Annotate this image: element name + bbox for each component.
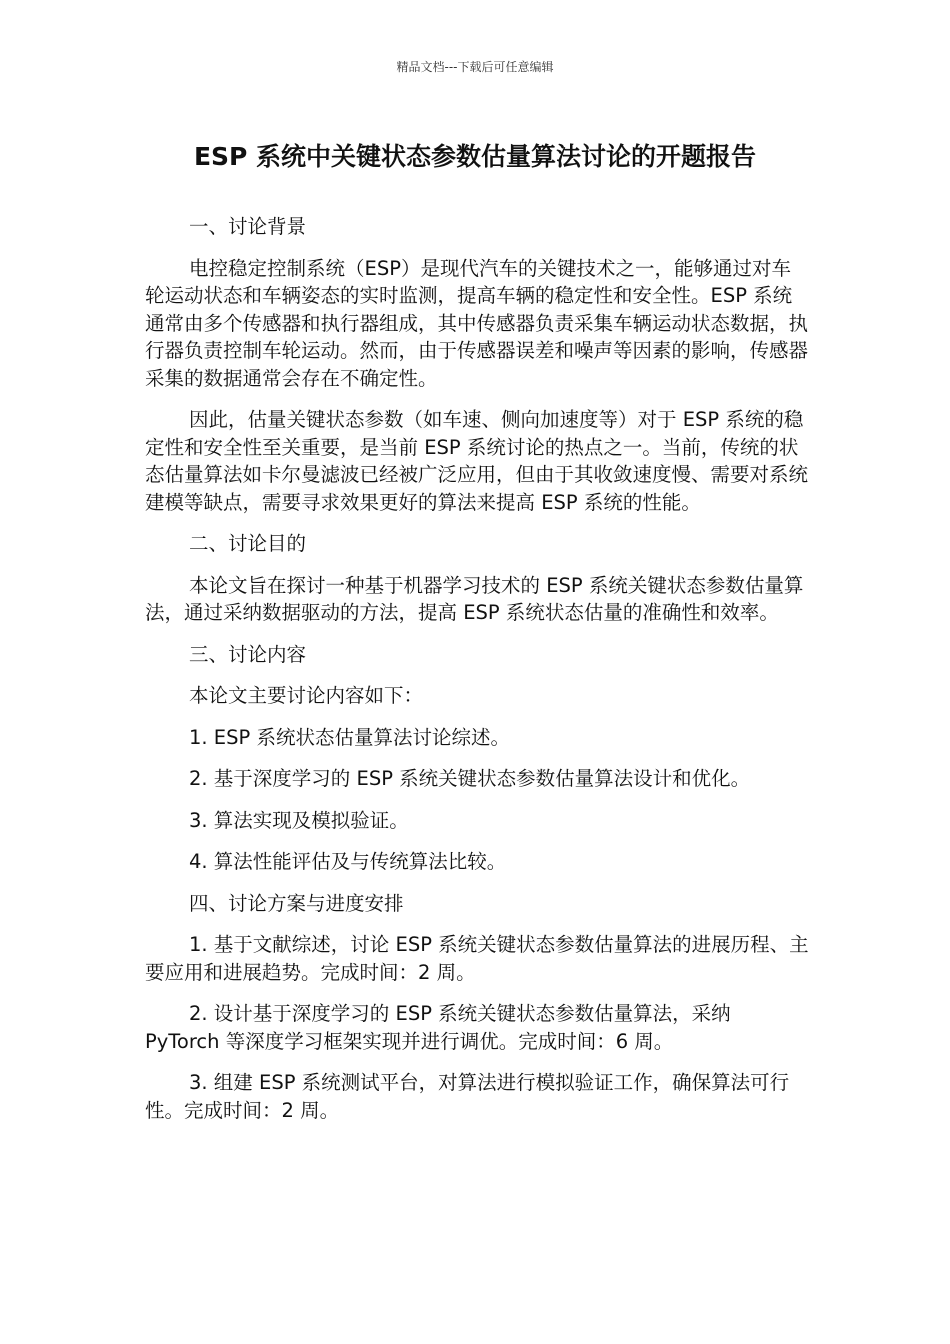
- list-item-content-4: 4. 算法性能评估及与传统算法比较。: [189, 850, 507, 873]
- paragraph-background-1: 电控稳定控制系统（ESP）是现代汽车的关键技术之一，能够通过对车轮运动状态和车辆姿态的实时监测，提高车辆的稳定性和安全性。ESP 系统通常由多个传感器和执行器组成，其中传感器负责采集车辆运动状态数据，执行器负责控制车轮运动。然而，由于传感器误差和噪声等因素的影响，传感器采集的数据通常会存在不确定性。: [145, 256, 809, 390]
- list-item-content-3: 3. 算法实现及模拟验证。: [189, 808, 409, 832]
- list-item-plan-2: 2. 设计基于深度学习的 ESP 系统关键状态参数估量算法，采纳 PyTorch 等深度学习框架实现并进行调优。完成时间：6 周。: [145, 1002, 731, 1053]
- document-body: [145, 213, 810, 1138]
- list-item-plan-3: 3. 组建 ESP 系统测试平台，对算法进行模拟验证工作，确保算法可行性。完成时间：2 周。: [145, 1071, 790, 1122]
- header-note: 精品文档---下载后可任意编辑: [396, 60, 554, 74]
- document-title: ESP 系统中关键状态参数估量算法讨论的开题报告: [193, 142, 757, 171]
- list-item-content-2: 2. 基于深度学习的 ESP 系统关键状态参数估量算法设计和优化。: [189, 767, 751, 790]
- section-heading-plan: 四、讨论方案与进度安排: [189, 891, 404, 915]
- section-heading-background: 一、讨论背景: [189, 215, 307, 238]
- section-heading-purpose: 二、讨论目的: [189, 532, 307, 555]
- paragraph-background-2: 因此，估量关键状态参数（如车速、侧向加速度等）对于 ESP 系统的稳定性和安全性至关重要，是当前 ESP 系统讨论的热点之一。当前，传统的状态估量算法如卡尔曼滤波已经被广泛应用，但由于其收敛速度慢、需要对系统建模等缺点，需要寻求效果更好的算法来提高 ESP 系统的性能。: [145, 408, 809, 514]
- list-item-plan-1: 1. 基于文献综述，讨论 ESP 系统关键状态参数估量算法的进展历程、主要应用和进展趋势。完成时间：2 周。: [145, 933, 809, 984]
- paragraph-content-intro: 本论文主要讨论内容如下：: [189, 684, 424, 707]
- paragraph-purpose: 本论文旨在探讨一种基于机器学习技术的 ESP 系统关键状态参数估量算法，通过采纳数据驱动的方法，提高 ESP 系统状态估量的准确性和效率。: [145, 573, 804, 624]
- list-item-content-1: 1. ESP 系统状态估量算法讨论综述。: [189, 725, 510, 749]
- section-heading-content: 三、讨论内容: [189, 642, 307, 666]
